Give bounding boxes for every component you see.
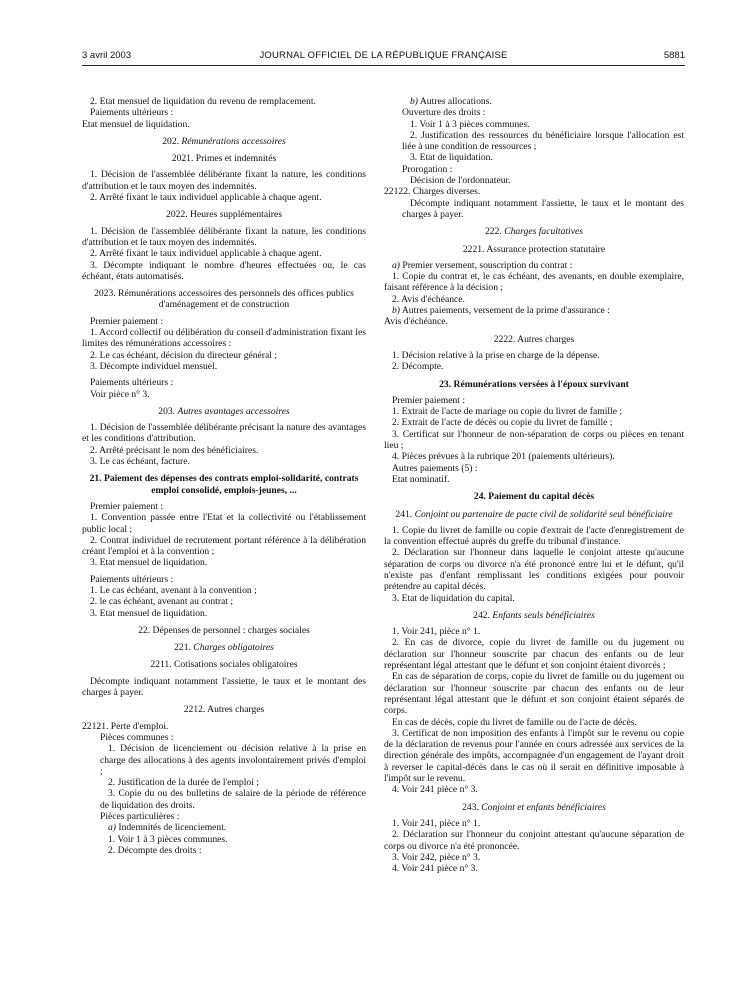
- paragraph: Paiements ultérieurs :: [90, 107, 174, 119]
- section-heading: 2211. Cotisations sociales obligatoires: [150, 659, 298, 671]
- paragraph: Prorogation :: [402, 163, 453, 175]
- paragraph: Premier paiement :: [90, 500, 163, 512]
- paragraph: Autres paiements (5) :: [392, 462, 478, 474]
- header-journal-title: JOURNAL OFFICIEL DE LA RÉPUBLIQUE FRANÇAISE: [259, 50, 508, 61]
- paragraph: 3. Certificat sur l'honneur de non-séparation de corps ou pièces en tenant lieu ;: [384, 428, 684, 452]
- paragraph: 3. Etat mensuel de liquidation.: [90, 607, 208, 619]
- paragraph: 3. Copie du ou des bulletins de salaire de la période de référence de liquidation des droits.: [100, 788, 366, 811]
- paragraph: 1. Décision de l'assemblée délibérante précisant la nature des avantages et les conditions d'attribution.: [82, 422, 366, 445]
- paragraph: Décision de l'ordonnateur.: [410, 175, 511, 187]
- paragraph: En cas de séparation de corps, copie du livret de famille ou du jugement ou déclaration sur l'honneur souscrite par chacun des enfants ou de leur représentant légal attestant que le défunt et son conjoint étaient séparés de corps.: [384, 671, 684, 717]
- paragraph: 2. le cas échéant, avenant au contrat ;: [90, 596, 234, 608]
- paragraph: 2. Arrêté précisant le nom des bénéficiaires.: [90, 444, 259, 456]
- section-heading: 241. Conjoint ou partenaire de pacte civil de solidarité seul bénéficiaire: [395, 508, 673, 520]
- paragraph: 2. En cas de divorce, copie du livret de famille ou du jugement ou déclaration sur l'honneur souscrite par chacun des enfants ou de leur représentant légal attestant que le défunt et son conjoint étaient divorcés ;: [384, 637, 684, 672]
- paragraph: Paiements ultérieurs :: [90, 573, 174, 585]
- paragraph: Etat nominatif.: [392, 473, 450, 485]
- section-heading: 2023. Rémunérations accessoires des personnels des offices publics d'aménagement et de construction: [94, 288, 354, 311]
- paragraph: a) Premier versement, souscription du contrat :: [392, 259, 573, 271]
- paragraph: b) Autres paiements, versement de la prime d'assurance :: [392, 305, 610, 317]
- paragraph: 22121. Perte d'emploi.: [82, 720, 169, 732]
- section-heading: 23. Rémunérations versées à l'époux survivant: [439, 378, 629, 390]
- header-page-number: 5881: [663, 50, 685, 61]
- section-heading: 243. Conjoint et enfants bénéficiaires: [462, 801, 606, 813]
- paragraph: 1. Décision de l'assemblée délibérante fixant la nature, les conditions d'attribution et le taux moyen des indemnités.: [82, 225, 366, 248]
- paragraph: Avis d'échéance.: [384, 316, 448, 328]
- paragraph: 1. Le cas échéant, avenant à la convention ;: [90, 584, 257, 596]
- section-heading: 242. Enfants seuls bénéficiaires: [473, 609, 595, 621]
- page-header: [82, 50, 685, 64]
- left-column: [82, 96, 366, 856]
- paragraph: 1. Voir 241, pièce n° 1.: [392, 817, 481, 829]
- paragraph: 1. Décision relative à la prise en charge de la dépense.: [392, 349, 600, 361]
- paragraph: 1. Voir 1 à 3 pièces communes.: [410, 118, 530, 130]
- paragraph: 2. Etat mensuel de liquidation du revenu de remplacement.: [90, 96, 316, 107]
- paragraph: 4. Voir 241 pièce n° 3.: [392, 784, 478, 796]
- paragraph: 2. Arrêté fixant le taux individuel applicable à chaque agent.: [90, 192, 322, 204]
- section-heading: 24. Paiement du capital décès: [473, 491, 595, 503]
- paragraph: Ouverture des droits :: [402, 107, 486, 119]
- paragraph: 1. Copie du contrat et, le cas échéant, des avenants, en double exemplaire, faisant référence à la décision ;: [384, 271, 684, 294]
- section-heading: 221. Charges obligatoires: [174, 642, 274, 654]
- paragraph: 3. Etat de liquidation du capital.: [392, 592, 515, 604]
- section-heading: 2221. Assurance protection statutaire: [462, 243, 606, 255]
- section-heading: 22. Dépenses de personnel : charges sociales: [138, 624, 310, 636]
- right-column: [384, 96, 684, 874]
- paragraph: 1. Voir 241, pièce n° 1.: [392, 626, 481, 638]
- paragraph: 3. Etat mensuel de liquidation.: [90, 557, 208, 569]
- paragraph: 1. Copie du livret de famille ou copie d'extrait de l'acte d'enregistrement de la convention effectué auprès du greffe du tribunal d'instance.: [384, 524, 684, 548]
- section-heading: 202. Rémunérations accessoires: [162, 135, 286, 147]
- paragraph: Voir pièce n° 3.: [90, 388, 150, 400]
- paragraph: 2. Décompte.: [392, 361, 444, 373]
- paragraph: 4. Voir 241 pièce n° 3.: [392, 863, 478, 875]
- paragraph: 2. Extrait de l'acte de décès ou copie du livret de famille ;: [392, 417, 613, 429]
- paragraph: 3. Certificat de non imposition des enfants à l'impôt sur le revenu ou copie de la déclaration de revenus pour l'année en cours adressée aux services de la direction générale des impôts, accompagnée d'un engagement de l'ayant droit à reverser le capital-décès dans le cas où il serait en définitive imposable à l'impôt sur le revenu.: [384, 727, 684, 785]
- paragraph: 2. Arrêté fixant le taux individuel applicable à chaque agent.: [90, 248, 322, 260]
- paragraph: 1. Convention passée entre l'Etat et la collectivité ou l'établissement public local ;: [82, 512, 366, 535]
- paragraph: 2. Décompte des droits :: [108, 844, 202, 856]
- paragraph: 3. Décompte indiquant le nombre d'heures effectuées ou, le cas échéant, états automatisés.: [82, 259, 366, 282]
- paragraph: 2. Contrat individuel de recrutement portant référence à la délibération créant l'emploi et à la convention ;: [82, 534, 366, 558]
- paragraph: 2. Déclaration sur l'honneur du conjoint attestant qu'aucune séparation de corps ou divorce n'a été prononcée.: [384, 829, 684, 852]
- paragraph: 3. Voir 242, pièce n° 3.: [392, 851, 481, 863]
- paragraph: 3. Le cas échéant, facture.: [90, 456, 190, 468]
- paragraph: 1. Extrait de l'acte de mariage ou copie du livret de famille ;: [392, 406, 623, 418]
- paragraph: 4. Pièces prévues à la rubrique 201 (paiements ultérieurs).: [392, 451, 615, 463]
- paragraph: 1. Décision de l'assemblée délibérante fixant la nature, les conditions d'attribution et le taux moyen des indemnités.: [82, 169, 366, 192]
- paragraph: Premier paiement :: [392, 394, 465, 406]
- header-date: 3 avril 2003: [82, 50, 132, 61]
- section-heading: 222. Charges facultatives: [485, 226, 583, 238]
- paragraph: Décompte indiquant notamment l'assiette, le taux et le montant des charges à payer.: [82, 675, 366, 699]
- paragraph: 3. Etat de liquidation.: [410, 152, 493, 164]
- paragraph: Etat mensuel de liquidation.: [82, 118, 190, 130]
- paragraph: 2. Justification des ressources du bénéficiaire lorsque l'allocation est liée à une condition de ressources ;: [402, 129, 684, 153]
- paragraph: Pièces particulières :: [100, 811, 180, 823]
- paragraph: Premier paiement :: [90, 315, 163, 327]
- paragraph: 2. Avis d'échéance.: [392, 293, 465, 305]
- paragraph: 3. Décompte individuel mensuel.: [90, 360, 218, 372]
- paragraph: 1. Voir 1 à 3 pièces communes.: [108, 833, 228, 845]
- section-heading: 2021. Primes et indemnités: [171, 153, 277, 165]
- section-heading: 203. Autres avantages accessoires: [158, 405, 290, 417]
- paragraph: 1. Décision de licenciement ou décision relative à la prise en charge des allocations à des agents involontairement privés d'emploi ;: [100, 743, 366, 777]
- paragraph: En cas de décès, copie du livret de famille ou de l'acte de décès.: [392, 716, 637, 728]
- paragraph: b) Autres allocations.: [410, 96, 492, 107]
- paragraph: Pièces communes :: [100, 731, 174, 743]
- paragraph: 2. Le cas échéant, décision du directeur général ;: [90, 349, 277, 361]
- section-heading: 2212. Autres charges: [183, 704, 265, 716]
- paragraph: a) Indemnités de licenciement.: [108, 822, 227, 834]
- header-rule: [82, 65, 685, 66]
- paragraph: 2. Déclaration sur l'honneur dans laquelle le conjoint atteste qu'aucune séparation de corps ou divorce n'a été prononcé entre lui et le défunt, qu'il n'existe pas d'enfant remplissant les conditions exigées pour pouvoir prétendre au capital décès.: [384, 547, 684, 593]
- section-heading: 2222. Autres charges: [493, 333, 575, 345]
- paragraph: 2. Justification de la durée de l'emploi ;: [108, 777, 259, 789]
- paragraph: Paiements ultérieurs :: [90, 377, 174, 389]
- section-heading: 2022. Heures supplémentaires: [166, 209, 282, 221]
- section-heading: 21. Paiement des dépenses des contrats emploi-solidarité, contrats emploi consolidé, emplois-jeunes, ...: [89, 473, 359, 496]
- paragraph: Décompte indiquant notamment l'assiette, le taux et le montant des charges à payer.: [402, 197, 684, 220]
- paragraph: 1. Accord collectif ou délibération du conseil d'administration fixant les limites des rémunérations accessoires :: [82, 327, 366, 350]
- paragraph: 22122. Charges diverses.: [384, 186, 481, 198]
